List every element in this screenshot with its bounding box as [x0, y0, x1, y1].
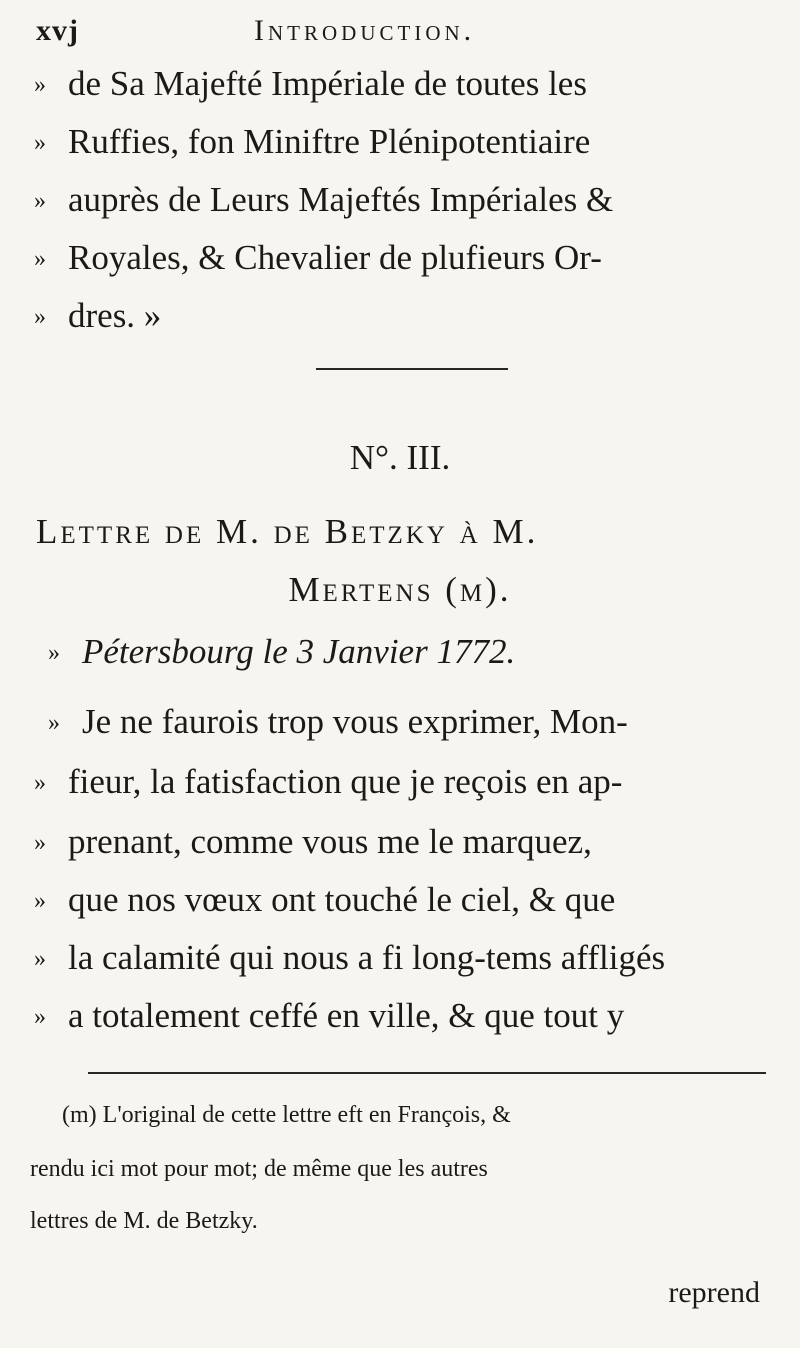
page-folio: xvj: [36, 14, 79, 47]
letter-line: » Je ne faurois trop vous exprimer, Mon-: [48, 702, 628, 741]
quote-line: » dres. »: [34, 296, 162, 335]
running-head: [36, 14, 764, 54]
quote-mark: »: [34, 304, 46, 330]
footnote-line: (m) L'original de cette lettre eft en François, &: [62, 1102, 511, 1128]
letter-line: » la calamité qui nous a fi long-tems affligés: [34, 938, 666, 977]
quote-mark: »: [34, 130, 46, 156]
quote-mark: »: [48, 640, 60, 666]
letter-line: » prenant, comme vous me le marquez,: [34, 822, 592, 861]
quote-mark: »: [34, 246, 46, 272]
letter-line: » a totalement ceffé en ville, & que tout y: [34, 996, 625, 1035]
quote-mark: »: [34, 770, 46, 796]
quote-mark: »: [34, 188, 46, 214]
letter-line: » que nos vœux ont touché le ciel, & que: [34, 880, 616, 919]
footnote-line: rendu ici mot pour mot; de même que les autres: [30, 1156, 488, 1182]
quote-mark: »: [48, 710, 60, 736]
section-heading-line2: Mertens (m).: [288, 570, 512, 609]
letter-line: » fieur, la fatisfaction que je reçois en ap-: [34, 762, 623, 801]
quote-line: » Ruffies, fon Miniftre Plénipotentiaire: [34, 122, 591, 161]
quote-mark: »: [34, 946, 46, 972]
quote-line: » auprès de Leurs Majeftés Impériales &: [34, 180, 614, 219]
footnote-rule: [88, 1072, 766, 1074]
section-heading-line1: Lettre de M. de Betzky à M.: [36, 512, 539, 551]
running-title: Introduction.: [254, 14, 476, 47]
quote-line: » de Sa Majefté Impériale de toutes les: [34, 64, 587, 103]
quote-mark: »: [34, 72, 46, 98]
footnote-line: lettres de M. de Betzky.: [30, 1208, 258, 1234]
section-divider: [316, 368, 508, 370]
section-number: N°. III.: [349, 438, 451, 477]
quote-mark: »: [34, 830, 46, 856]
quote-mark: »: [34, 888, 46, 914]
quote-line: » Royales, & Chevalier de plufieurs Or-: [34, 238, 602, 277]
catchword: reprend: [668, 1276, 760, 1309]
quote-mark: »: [34, 1004, 46, 1030]
letter-dateline: » Pétersbourg le 3 Janvier 1772.: [48, 632, 516, 671]
